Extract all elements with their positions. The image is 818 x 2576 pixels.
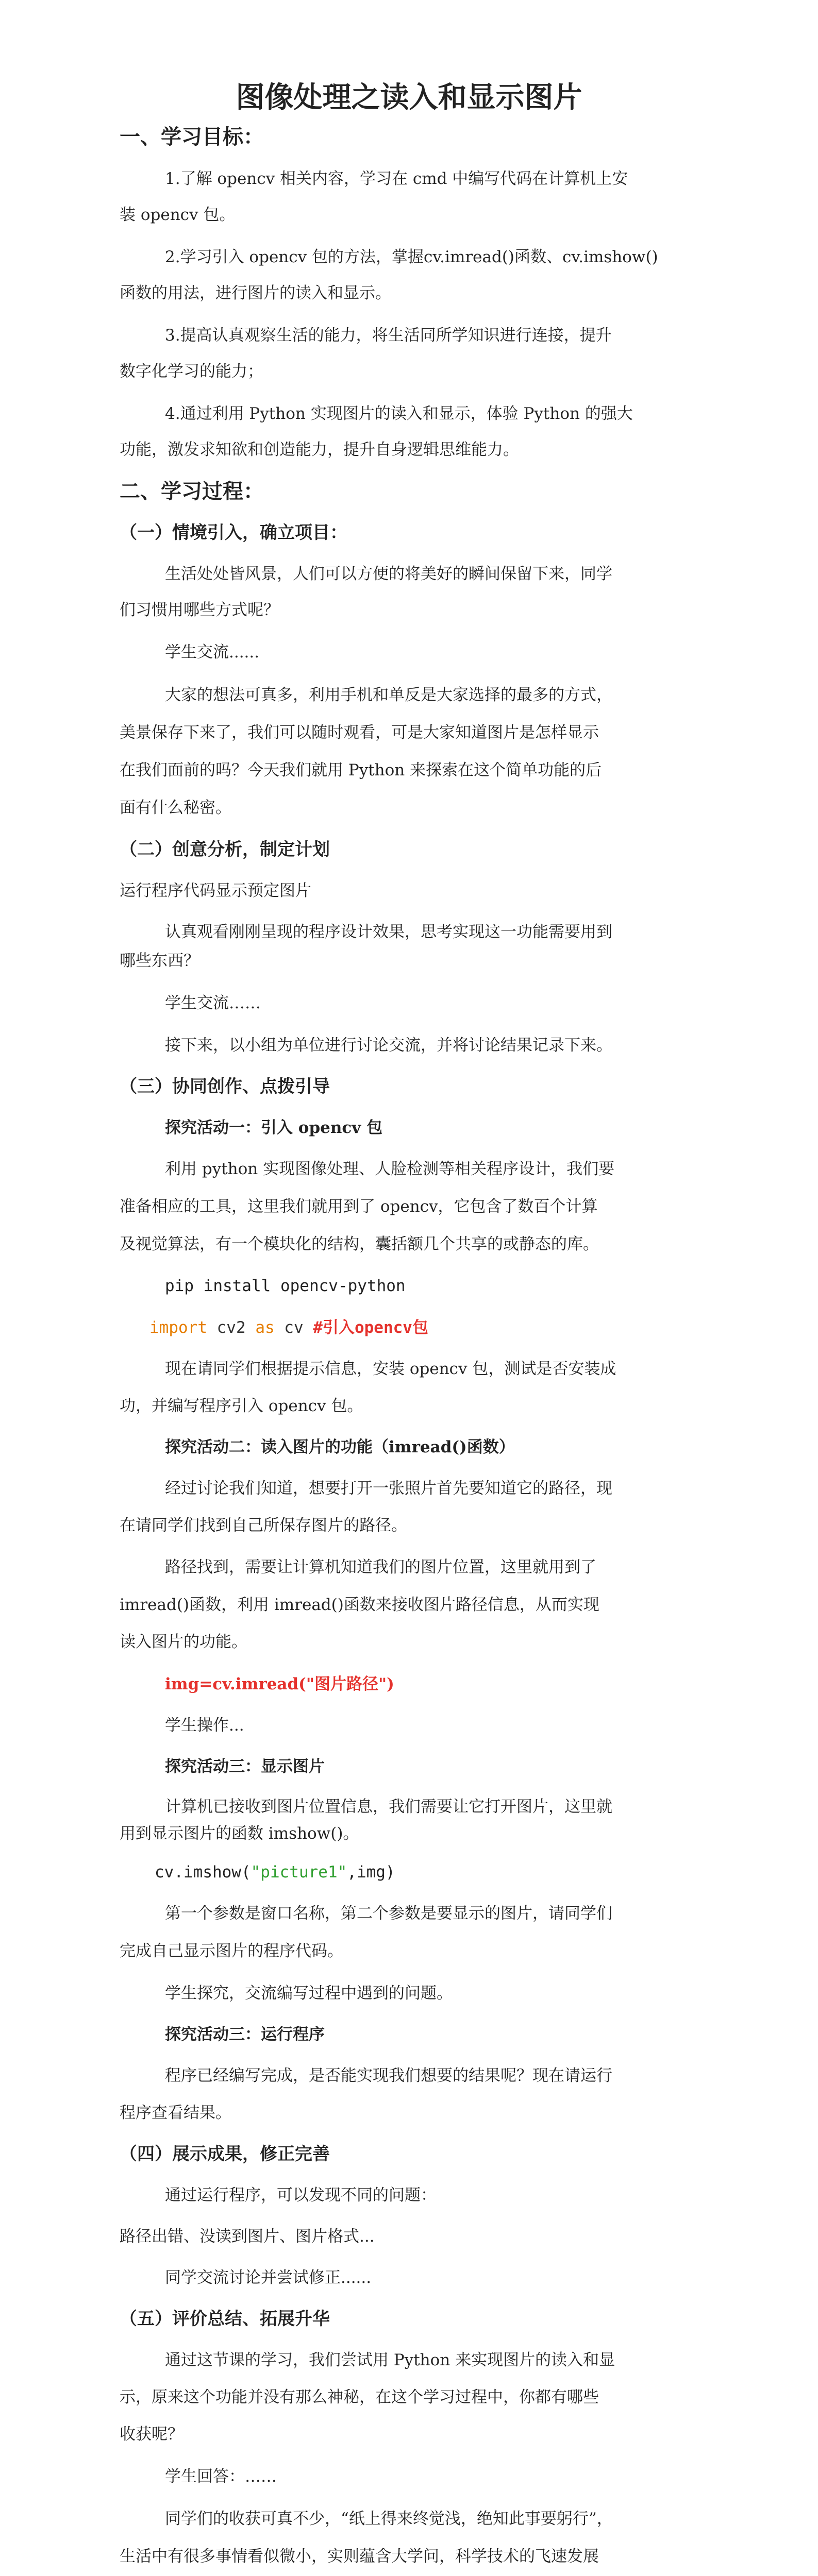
activity-3-heading: 探究活动三：显示图片 [165, 1757, 325, 1776]
code-imread: img=cv.imread("图片路径") [165, 1675, 394, 1693]
paragraph-line: 学生探究，交流编写过程中遇到的问题。 [165, 1984, 453, 2003]
code-imshow-args: ,img) [347, 1863, 395, 1882]
goal-2-line-2: 函数的用法，进行图片的读入和显示。 [120, 284, 391, 302]
paragraph-line: 运行程序代码显示预定图片 [120, 882, 311, 900]
paragraph-line: 示，原来这个功能并没有那么神秘，在这个学习过程中，你都有哪些 [120, 2388, 599, 2406]
paragraph-line: 学生回答：…… [165, 2467, 277, 2486]
code-imshow-line [155, 1857, 395, 1887]
subsection-heading-4: （四）展示成果，修正完善 [120, 2144, 330, 2164]
paragraph-line: 通过运行程序，可以发现不同的问题： [165, 2186, 437, 2205]
paragraph-line: 收获呢？ [120, 2425, 183, 2444]
paragraph-line: 们习惯用哪些方式呢？ [120, 601, 279, 619]
paragraph-line: 美景保存下来了，我们可以随时观看，可是大家知道图片是怎样显示 [120, 723, 599, 742]
goal-4-line-1: 4.通过利用 Python 实现图片的读入和显示，体验 Python 的强大 [165, 404, 633, 423]
section-heading-goals: 一、学习目标： [120, 125, 264, 149]
paragraph-line: 面有什么秘密。 [120, 799, 231, 817]
paragraph-line: 同学们的收获可真不少，“纸上得来终觉浅，绝知此事要躬行”， [165, 2510, 613, 2528]
paragraph-line: 路径找到，需要让计算机知道我们的图片位置，这里就用到了 [165, 1558, 596, 1577]
activity-2-heading: 探究活动二：读入图片的功能（imread()函数） [165, 1438, 515, 1456]
section-heading-process: 二、学习过程： [120, 480, 264, 503]
paragraph-line: 程序已经编写完成，是否能实现我们想要的结果呢？现在请运行 [165, 2066, 612, 2085]
code-alias: cv [274, 1318, 313, 1337]
paragraph-line: 通过这节课的学习，我们尝试用 Python 来实现图片的读入和显 [165, 2351, 615, 2369]
subsection-heading-5: （五）评价总结、拓展升华 [120, 2309, 330, 2329]
paragraph-line: 学生交流…… [165, 994, 261, 1012]
paragraph-line: 大家的想法可真多，利用手机和单反是大家选择的最多的方式， [165, 686, 612, 704]
goal-3-line-2: 数字化学习的能力； [120, 362, 263, 381]
paragraph-line: imread()函数，利用 imread()函数来接收图片路径信息，从而实现 [120, 1596, 599, 1614]
paragraph-line: 计算机已接收到图片位置信息，我们需要让它打开图片，这里就 [165, 1798, 612, 1816]
paragraph-line: 接下来，以小组为单位进行讨论交流，并将讨论结果记录下来。 [165, 1036, 612, 1055]
paragraph-line: 学生操作... [165, 1716, 244, 1735]
activity-4-heading: 探究活动三：运行程序 [165, 2025, 325, 2044]
paragraph-line: 经过讨论我们知道，想要打开一张照片首先要知道它的路径，现 [165, 1479, 612, 1498]
goal-1-line-1: 1.了解 opencv 相关内容，学习在 cmd 中编写代码在计算机上安 [165, 170, 628, 188]
goal-4-line-2: 功能，激发求知欲和创造能力，提升自身逻辑思维能力。 [120, 440, 519, 459]
paragraph-line: 现在请同学们根据提示信息，安装 opencv 包，测试是否安装成 [165, 1360, 616, 1378]
paragraph-line: 路径出错、没读到图片、图片格式... [120, 2227, 375, 2246]
code-keyword-as: as [255, 1318, 275, 1337]
paragraph-line: 生活处处皆风景，人们可以方便的将美好的瞬间保留下来，同学 [165, 565, 612, 583]
paragraph-line: 生活中有很多事情看似微小，实则蕴含大学问，科学技术的飞速发展 [120, 2547, 599, 2566]
paragraph-line: 功，并编写程序引入 opencv 包。 [120, 1397, 363, 1415]
code-module-name: cv2 [207, 1318, 256, 1337]
subsection-heading-1: （一）情境引入，确立项目： [120, 522, 347, 543]
activity-1-heading: 探究活动一：引入 opencv 包 [165, 1118, 383, 1137]
paragraph-line: 完成自己显示图片的程序代码。 [120, 1942, 343, 1960]
paragraph-line: 第一个参数是窗口名称，第二个参数是要显示的图片，请同学们 [165, 1904, 612, 1923]
goal-2-line-1: 2.学习引入 opencv 包的方法，掌握cv.imread()函数、cv.imshow() [165, 248, 658, 266]
document-title: 图像处理之读入和显示图片 [236, 81, 582, 114]
subsection-heading-2: （二）创意分析，制定计划 [120, 839, 330, 860]
paragraph-line: 读入图片的功能。 [120, 1633, 247, 1651]
paragraph-line: 在请同学们找到自己所保存图片的路径。 [120, 1516, 407, 1535]
code-imshow-call: cv.imshow( [155, 1863, 251, 1882]
paragraph-line: 程序查看结果。 [120, 2104, 231, 2122]
paragraph-line: 用到显示图片的函数 imshow()。 [120, 1824, 359, 1843]
code-pip-install: pip install opencv-python [165, 1277, 406, 1295]
code-keyword-import: import [149, 1318, 207, 1337]
goal-1-line-2: 装 opencv 包。 [120, 206, 236, 224]
code-comment: #引入opencv包 [313, 1318, 428, 1337]
paragraph-line: 学生交流...... [165, 643, 260, 662]
paragraph-line: 哪些东西？ [120, 952, 199, 970]
goal-3-line-1: 3.提高认真观察生活的能力，将生活同所学知识进行连接，提升 [165, 326, 612, 345]
paragraph-line: 利用 python 实现图像处理、人脸检测等相关程序设计，我们要 [165, 1160, 615, 1178]
paragraph-line: 认真观看刚刚呈现的程序设计效果，思考实现这一功能需要用到 [165, 923, 612, 941]
code-window-name: "picture1" [251, 1863, 347, 1882]
subsection-heading-3: （三）协同创作、点拨引导 [120, 1076, 330, 1097]
paragraph-line: 在我们面前的吗？今天我们就用 Python 来探索在这个简单功能的后 [120, 761, 602, 779]
paragraph-line: 同学交流讨论并尝试修正...... [165, 2268, 372, 2287]
paragraph-line: 准备相应的工具，这里我们就用到了 opencv，它包含了数百个计算 [120, 1197, 598, 1216]
paragraph-line: 及视觉算法，有一个模块化的结构，囊括额几个共享的或静态的库。 [120, 1235, 599, 1253]
code-import-line [149, 1313, 428, 1343]
